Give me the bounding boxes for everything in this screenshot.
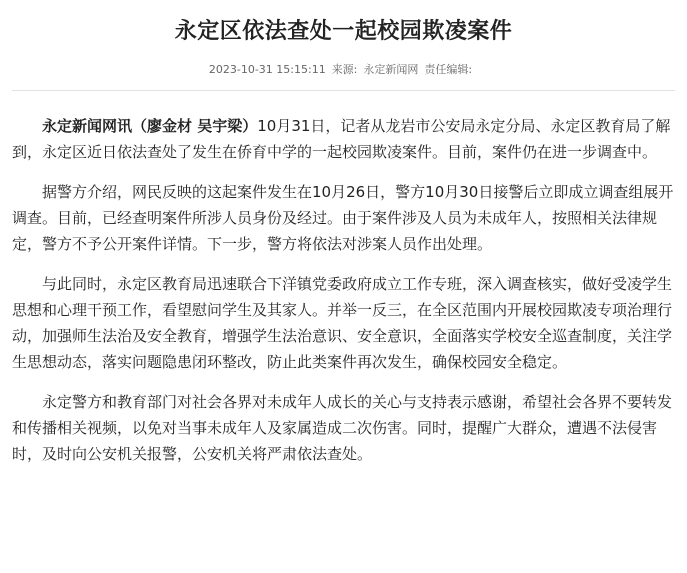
header-divider — [12, 90, 675, 91]
article-body — [12, 113, 674, 481]
byline-lead: 永定新闻网讯（廖金材 吴宇梁） — [42, 117, 258, 135]
source-name: 永定新闻网 — [363, 63, 419, 76]
editor-label: 责任编辑: — [424, 63, 473, 76]
article-meta — [0, 61, 687, 77]
paragraph-1-text: 10月31日，记者从龙岩市公安局永定分局、永定区教育局了解到，永定区近日依法查处了发生在侨育中学的一起校园欺凌案件。目前，案件仍在进一步调查中。 — [12, 117, 671, 161]
paragraph-3: 与此同时，永定区教育局迅速联合下洋镇党委政府成立工作专班，深入调查核实，做好受凌学生思想和心理干预工作，看望慰问学生及其家人。并举一反三，在全区范围内开展校园欺凌专项治理行动，加强师生法治及安全教育，增强学生法治意识、安全意识，全面落实学校安全巡查制度，关注学生思想动态，落实问题隐患闭环整改，防止此类案件再次发生，确保校园安全稳定。 — [12, 275, 673, 371]
article-title: 永定区依法查处一起校园欺凌案件 — [174, 19, 513, 44]
source-label: 来源: — [331, 63, 358, 76]
paragraph-1 — [12, 113, 674, 165]
paragraph-2: 据警方介绍，网民反映的这起案件发生在10月26日，警方10月30日接警后立即成立调查组展开调查。目前，已经查明案件所涉人员身份及经过。由于案件涉及人员为未成年人，按照相关法律规定，警方不予公开案件详情。下一步，警方将依法对涉案人员作出处理。 — [12, 183, 674, 253]
paragraph-4: 永定警方和教育部门对社会各界对未成年人成长的关心与支持表示感谢，希望社会各界不要转发和传播相关视频，以免对当事未成年人及家属造成二次伤害。同时，提醒广大群众，遭遇不法侵害时，及时向公安机关报警，公安机关将严肃依法查处。 — [12, 393, 673, 463]
publish-datetime: 2023-10-31 15:15:11 — [208, 63, 326, 76]
